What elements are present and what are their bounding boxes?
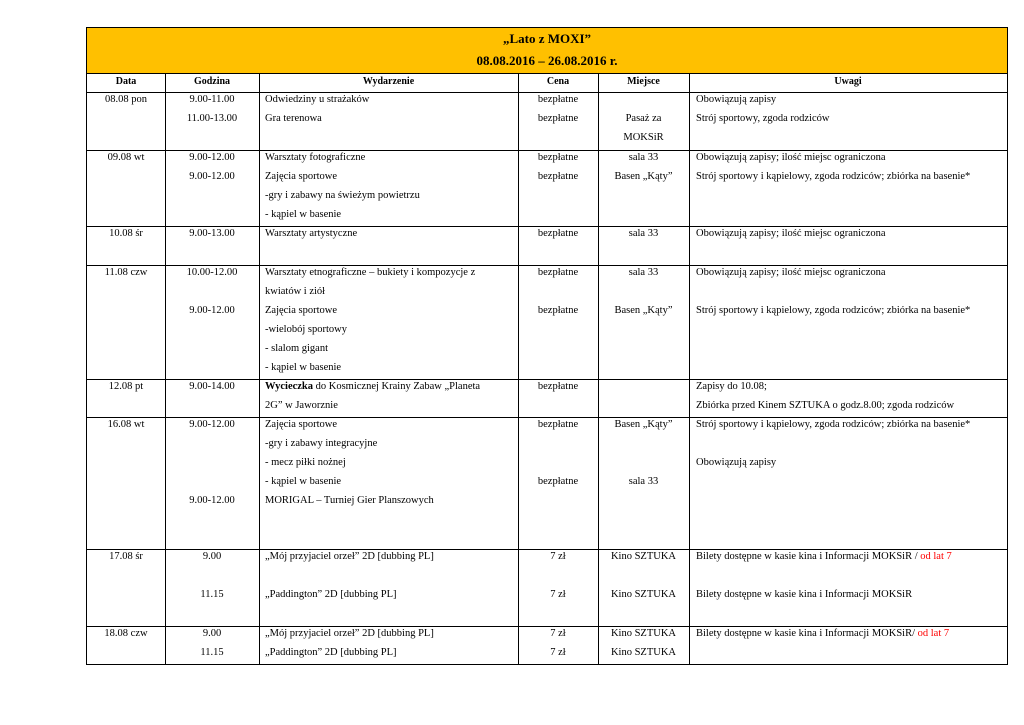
price-cell: bezpłatne bbox=[537, 381, 579, 392]
place-cell: Basen „Kąty” bbox=[614, 305, 673, 316]
date-cell: 10.08 śr bbox=[109, 228, 143, 239]
place-cell: Pasaż za bbox=[625, 113, 662, 124]
note-text: Bilety dostępne w kasie kina i Informacji MOKSiR/ bbox=[696, 628, 918, 639]
price-cell: bezpłatne bbox=[537, 267, 579, 278]
column-header-notes: Uwagi bbox=[834, 76, 862, 87]
event-cell: kwiatów i ziół bbox=[265, 286, 326, 297]
column-header-price: Cena bbox=[546, 76, 570, 87]
note-cell: Zapisy do 10.08; bbox=[696, 381, 767, 392]
event-cell: Zajęcia sportowe bbox=[265, 305, 338, 316]
title-band bbox=[87, 28, 1007, 74]
event-cell: Warsztaty etnograficzne – bukiety i kompozycje z bbox=[265, 267, 476, 278]
hour-cell: 9.00-12.00 bbox=[189, 305, 235, 316]
event-cell: Gra terenowa bbox=[265, 113, 322, 124]
event-cell: „Paddington” 2D [dubbing PL] bbox=[265, 647, 397, 658]
place-cell: sala 33 bbox=[628, 228, 659, 239]
column-divider bbox=[689, 73, 690, 664]
note-cell: Obowiązują zapisy; ilość miejsc ograniczona bbox=[696, 267, 886, 278]
row-divider bbox=[87, 626, 1007, 627]
event-cell: - kąpiel w basenie bbox=[265, 362, 342, 373]
place-cell: Kino SZTUKA bbox=[610, 628, 677, 639]
place-cell: sala 33 bbox=[628, 267, 659, 278]
note-cell: Strój sportowy i kąpielowy, zgoda rodziców; zbiórka na basenie* bbox=[696, 171, 971, 182]
date-cell: 08.08 pon bbox=[105, 94, 147, 105]
place-cell: sala 33 bbox=[628, 152, 659, 163]
event-cell: 2G” w Jaworznie bbox=[265, 400, 338, 411]
note-cell: Obowiązują zapisy; ilość miejsc ograniczona bbox=[696, 152, 886, 163]
note-cell bbox=[696, 628, 949, 640]
hour-cell: 9.00-13.00 bbox=[189, 228, 235, 239]
note-cell bbox=[696, 551, 952, 563]
event-cell: Zajęcia sportowe bbox=[265, 419, 338, 430]
price-cell: bezpłatne bbox=[537, 476, 579, 487]
event-cell: -gry i zabawy integracyjne bbox=[265, 438, 378, 449]
hour-cell: 9.00 bbox=[202, 551, 222, 562]
hour-cell: 11.15 bbox=[200, 589, 224, 600]
note-text: Bilety dostępne w kasie kina i Informacji MOKSiR / bbox=[696, 551, 921, 562]
date-cell: 18.08 czw bbox=[104, 628, 148, 639]
event-cell: Warsztaty artystyczne bbox=[265, 228, 358, 239]
place-cell: MOKSiR bbox=[623, 132, 664, 143]
note-cell: Obowiązują zapisy; ilość miejsc ograniczona bbox=[696, 228, 886, 239]
event-emphasis: Wycieczka bbox=[265, 381, 314, 392]
event-cell: Zajęcia sportowe bbox=[265, 171, 338, 182]
row-divider bbox=[87, 265, 1007, 266]
event-cell bbox=[265, 381, 480, 393]
price-cell: 7 zł bbox=[550, 589, 566, 600]
age-limit-note: od lat 7 bbox=[917, 628, 950, 639]
place-cell: sala 33 bbox=[628, 476, 659, 487]
hour-cell: 9.00-12.00 bbox=[189, 152, 235, 163]
place-cell: Basen „Kąty” bbox=[614, 171, 673, 182]
schedule-table bbox=[86, 27, 1008, 665]
price-cell: bezpłatne bbox=[537, 419, 579, 430]
place-cell: Kino SZTUKA bbox=[610, 589, 677, 600]
hour-cell: 9.00 bbox=[202, 628, 222, 639]
date-cell: 12.08 pt bbox=[108, 381, 144, 392]
hour-cell: 10.00-12.00 bbox=[186, 267, 238, 278]
note-cell: Obowiązują zapisy bbox=[696, 94, 777, 105]
column-header-event: Wydarzenie bbox=[362, 76, 415, 87]
event-cell: „Paddington” 2D [dubbing PL] bbox=[265, 589, 397, 600]
event-cell: -wielobój sportowy bbox=[265, 324, 347, 335]
event-cell: MORIGAL – Turniej Gier Planszowych bbox=[265, 495, 434, 506]
event-cell: -gry i zabawy na świeżym powietrzu bbox=[265, 190, 420, 201]
date-cell: 16.08 wt bbox=[107, 419, 145, 430]
row-divider bbox=[87, 150, 1007, 151]
price-cell: bezpłatne bbox=[537, 94, 579, 105]
place-cell: Kino SZTUKA bbox=[610, 647, 677, 658]
date-range: 08.08.2016 – 26.08.2016 r. bbox=[476, 53, 618, 68]
hour-cell: 9.00-14.00 bbox=[189, 381, 235, 392]
note-cell: Strój sportowy i kąpielowy, zgoda rodziców; zbiórka na basenie* bbox=[696, 419, 971, 430]
hour-cell: 11.15 bbox=[200, 647, 224, 658]
place-cell: Basen „Kąty” bbox=[614, 419, 673, 430]
hour-cell: 11.00-13.00 bbox=[186, 113, 238, 124]
event-cell: - kąpiel w basenie bbox=[265, 476, 342, 487]
price-cell: bezpłatne bbox=[537, 305, 579, 316]
note-cell: Strój sportowy i kąpielowy, zgoda rodziców; zbiórka na basenie* bbox=[696, 305, 971, 316]
age-limit-note: od lat 7 bbox=[920, 551, 952, 562]
event-cell: „Mój przyjaciel orzeł” 2D [dubbing PL] bbox=[265, 551, 434, 562]
price-cell: bezpłatne bbox=[537, 152, 579, 163]
date-cell: 11.08 czw bbox=[104, 267, 148, 278]
hour-cell: 9.00-12.00 bbox=[189, 171, 235, 182]
note-cell: Bilety dostępne w kasie kina i Informacji MOKSiR bbox=[696, 589, 913, 600]
event-cell: - kąpiel w basenie bbox=[265, 209, 342, 220]
note-cell: Zbiórka przed Kinem SZTUKA o godz.8.00; zgoda rodziców bbox=[696, 400, 955, 411]
note-cell: Obowiązują zapisy bbox=[696, 457, 777, 468]
column-header-hours: Godzina bbox=[193, 76, 231, 87]
price-cell: bezpłatne bbox=[537, 113, 579, 124]
row-divider bbox=[87, 226, 1007, 227]
price-cell: 7 zł bbox=[550, 647, 566, 658]
hour-cell: 9.00-12.00 bbox=[189, 495, 235, 506]
price-cell: 7 zł bbox=[550, 628, 566, 639]
note-cell: Strój sportowy, zgoda rodziców bbox=[696, 113, 830, 124]
table-title: „Lato z MOXI” bbox=[502, 31, 592, 46]
row-divider bbox=[87, 92, 1007, 93]
row-divider bbox=[87, 417, 1007, 418]
column-header-place: Miejsce bbox=[627, 76, 660, 87]
hour-cell: 9.00-12.00 bbox=[189, 419, 235, 430]
event-cell: - mecz piłki nożnej bbox=[265, 457, 346, 468]
place-cell: Kino SZTUKA bbox=[610, 551, 677, 562]
column-header-date: Data bbox=[115, 76, 137, 87]
row-divider bbox=[87, 379, 1007, 380]
price-cell: bezpłatne bbox=[537, 228, 579, 239]
price-cell: 7 zł bbox=[550, 551, 566, 562]
event-cell: „Mój przyjaciel orzeł” 2D [dubbing PL] bbox=[265, 628, 434, 639]
event-text: do Kosmicznej Krainy Zabaw „Planeta bbox=[313, 381, 481, 392]
column-divider bbox=[259, 73, 260, 664]
date-cell: 09.08 wt bbox=[107, 152, 145, 163]
row-divider bbox=[87, 549, 1007, 550]
date-cell: 17.08 śr bbox=[109, 551, 143, 562]
event-cell: Odwiedziny u strażaków bbox=[265, 94, 370, 105]
event-cell: - slalom gigant bbox=[265, 343, 328, 354]
event-cell: Warsztaty fotograficzne bbox=[265, 152, 366, 163]
price-cell: bezpłatne bbox=[537, 171, 579, 182]
hour-cell: 9.00-11.00 bbox=[189, 94, 235, 105]
